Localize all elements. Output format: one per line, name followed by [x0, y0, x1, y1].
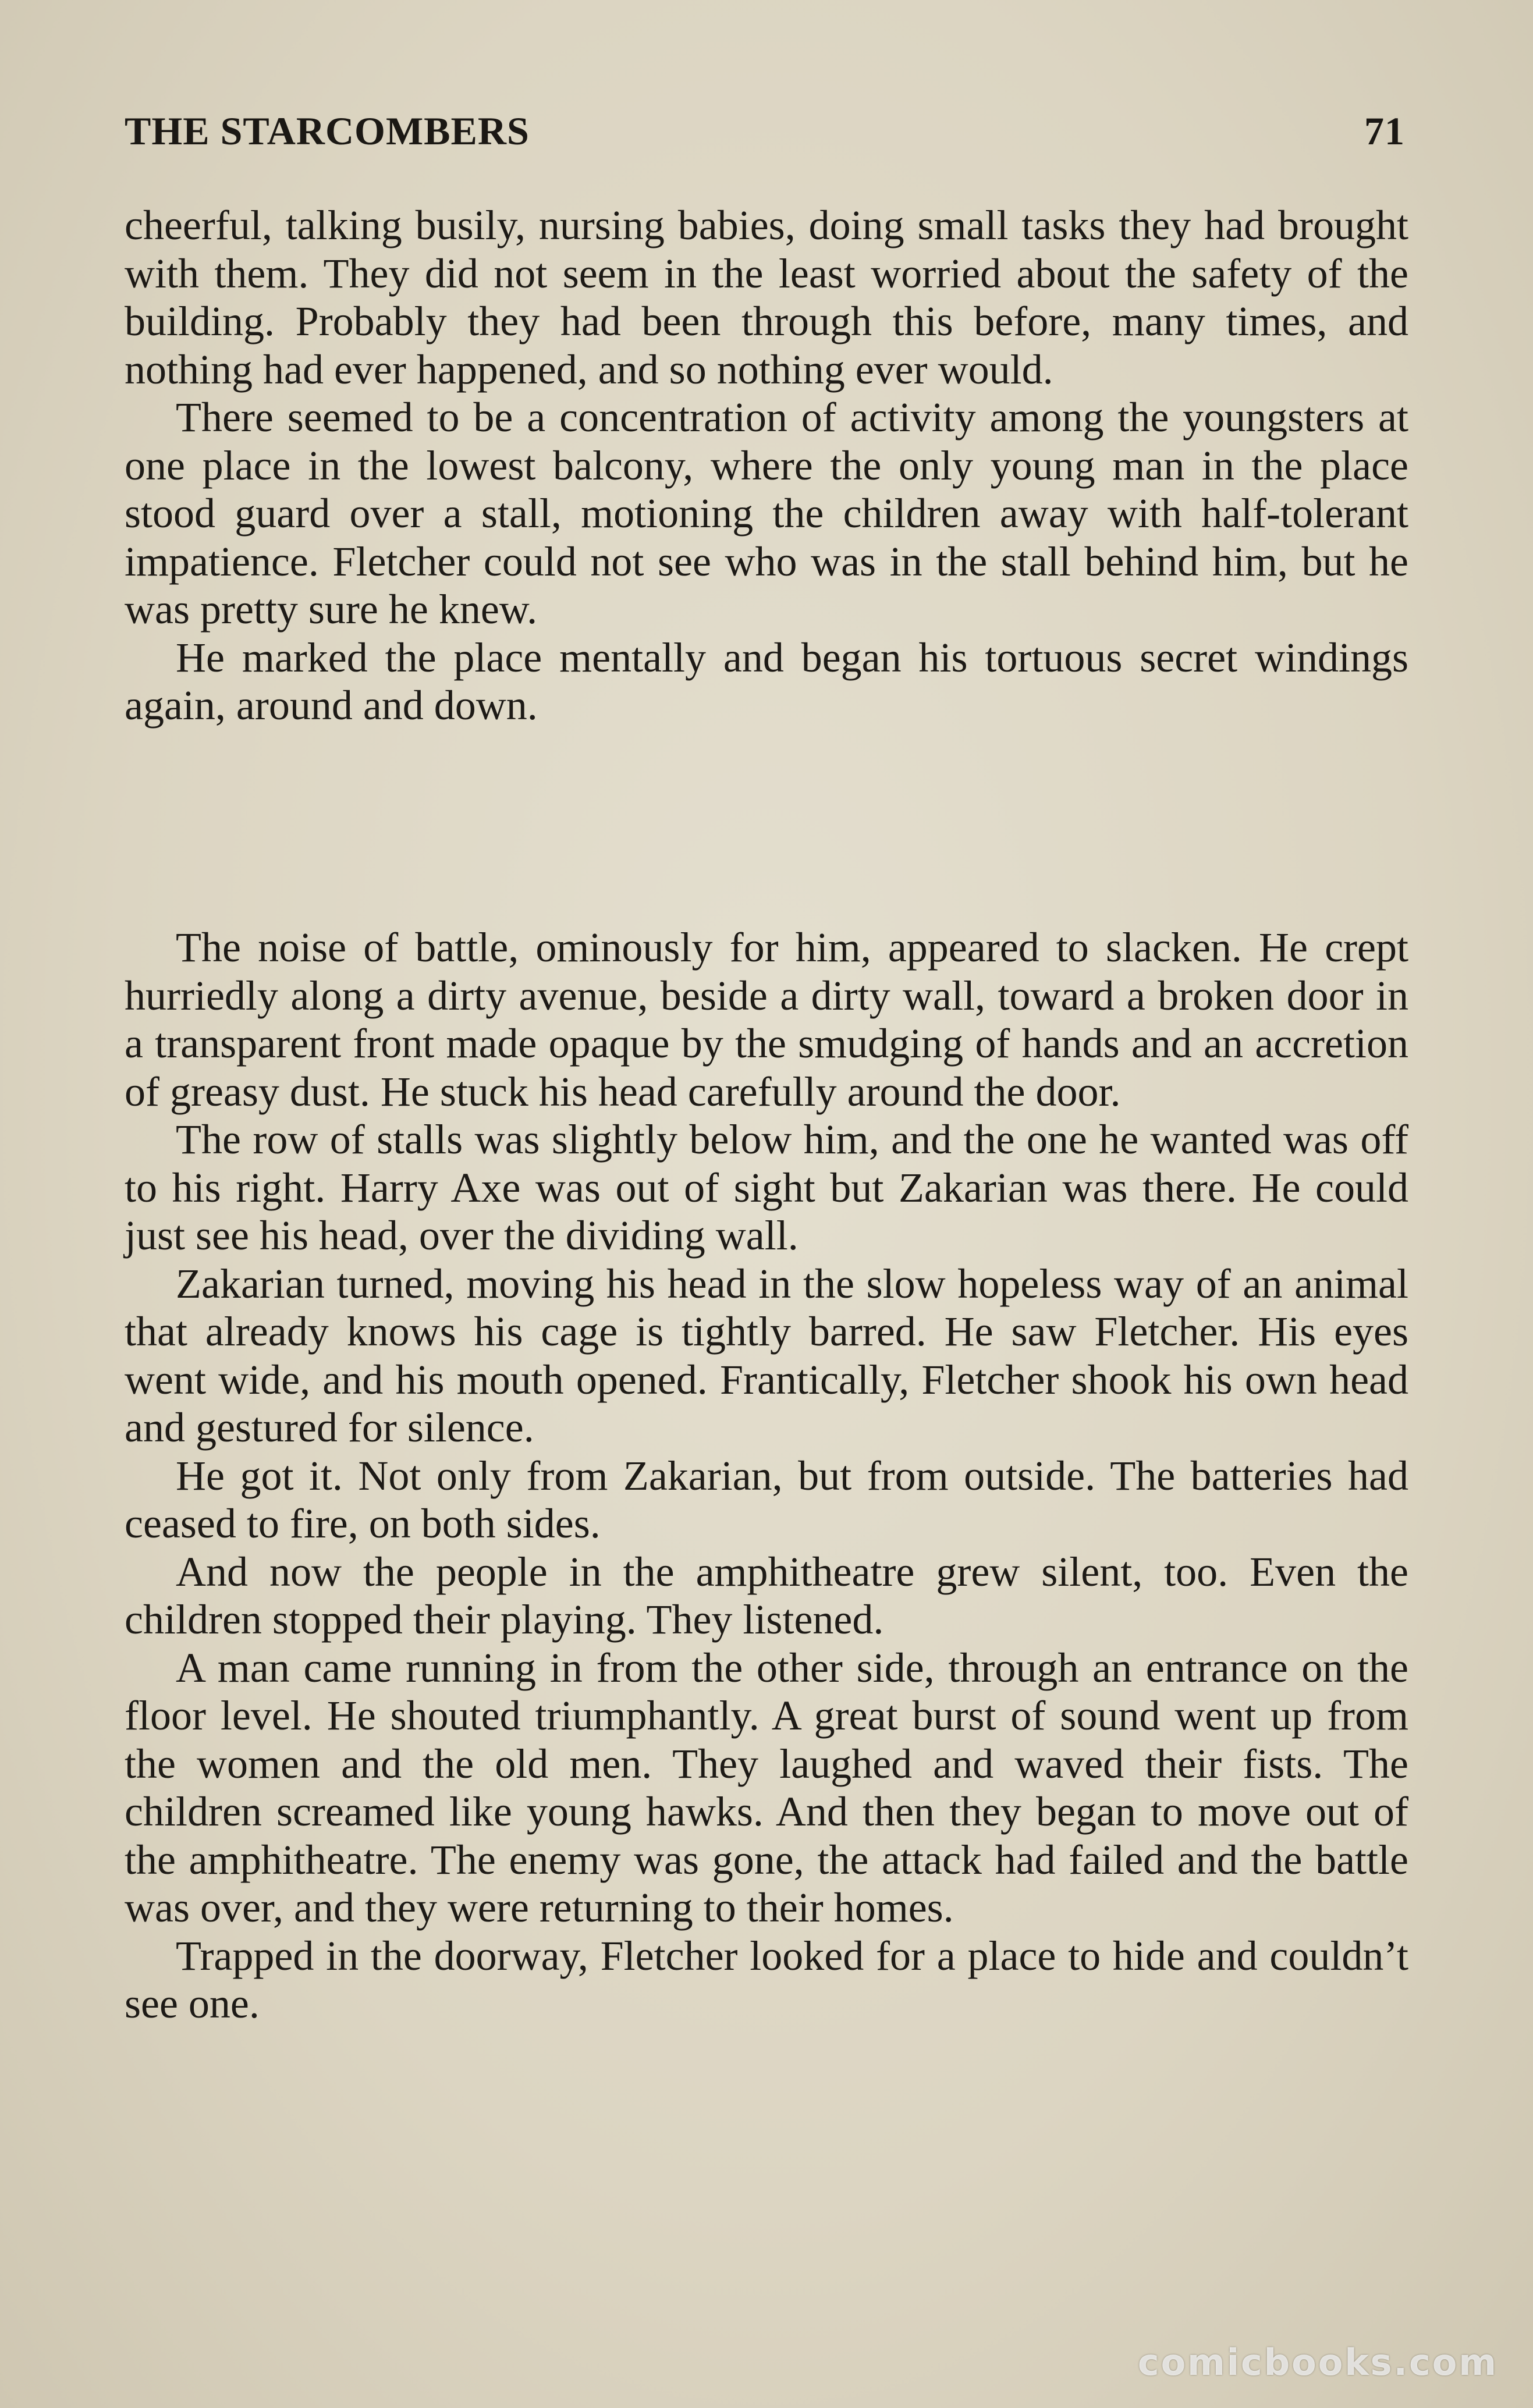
paragraph: A man came running in from the other side, through an entrance on the floor level. He shouted triumphantly. A great burst of sound went up from the women and the old men. They laughed and waved their fists. The children screamed like young hawks. And then they began to move out of the amphitheatre. The enemy was gone, the attack had failed and the battle was over, and they were returning to their homes. [125, 1644, 1408, 1931]
paragraph: Zakarian turned, moving his head in the slow hopeless way of an animal that already knows his cage is tightly barred. He saw Fletcher. His eyes went wide, and his mouth opened. Frantically, Fletcher shook his own head and gestured for silence. [125, 1260, 1408, 1451]
paragraph: The row of stalls was slightly below him, and the one he wanted was off to his right. Harry Axe was out of sight but Zakarian was there. He could just see his head, over the dividing wall. [125, 1116, 1408, 1259]
text-section-2 [125, 924, 1408, 2028]
paragraph: He marked the place mentally and began his tortuous secret windings again, around and down. [125, 634, 1408, 729]
paragraph: The noise of battle, ominously for him, appeared to slacken. He crept hurriedly along a dirty avenue, beside a dirty wall, toward a broken door in a transparent front made opaque by the smudging of hands and an accretion of greasy dust. He stuck his head carefully around the door. [125, 924, 1408, 1115]
paragraph: And now the people in the amphitheatre grew silent, too. Even the children stopped their playing. They listened. [125, 1548, 1408, 1643]
text-section-1 [125, 201, 1408, 730]
paragraph: Trapped in the doorway, Fletcher looked for a place to hide and couldn’t see one. [125, 1932, 1408, 2027]
page-number: 71 [1364, 109, 1405, 153]
paragraph: cheerful, talking busily, nursing babies, doing small tasks they had brought with them. They did not seem in the least worried about the safety of the building. Probably they had been through this before, many times, and nothing had ever happened, and so nothing ever would. [125, 202, 1408, 393]
watermark: comicbooks.com [1137, 2341, 1498, 2384]
paragraph: There seemed to be a concentration of activity among the youngsters at one place in the lowest balcony, where the only young man in the place stood guard over a stall, motioning the children away with half-tolerant impatience. Fletcher could not see who was in the stall behind him, but he was pretty sure he knew. [125, 394, 1408, 633]
page-header [125, 108, 1405, 161]
paragraph: He got it. Not only from Zakarian, but from outside. The batteries had ceased to fire, on both sides. [125, 1452, 1408, 1547]
running-title: THE STARCOMBERS [125, 109, 530, 153]
